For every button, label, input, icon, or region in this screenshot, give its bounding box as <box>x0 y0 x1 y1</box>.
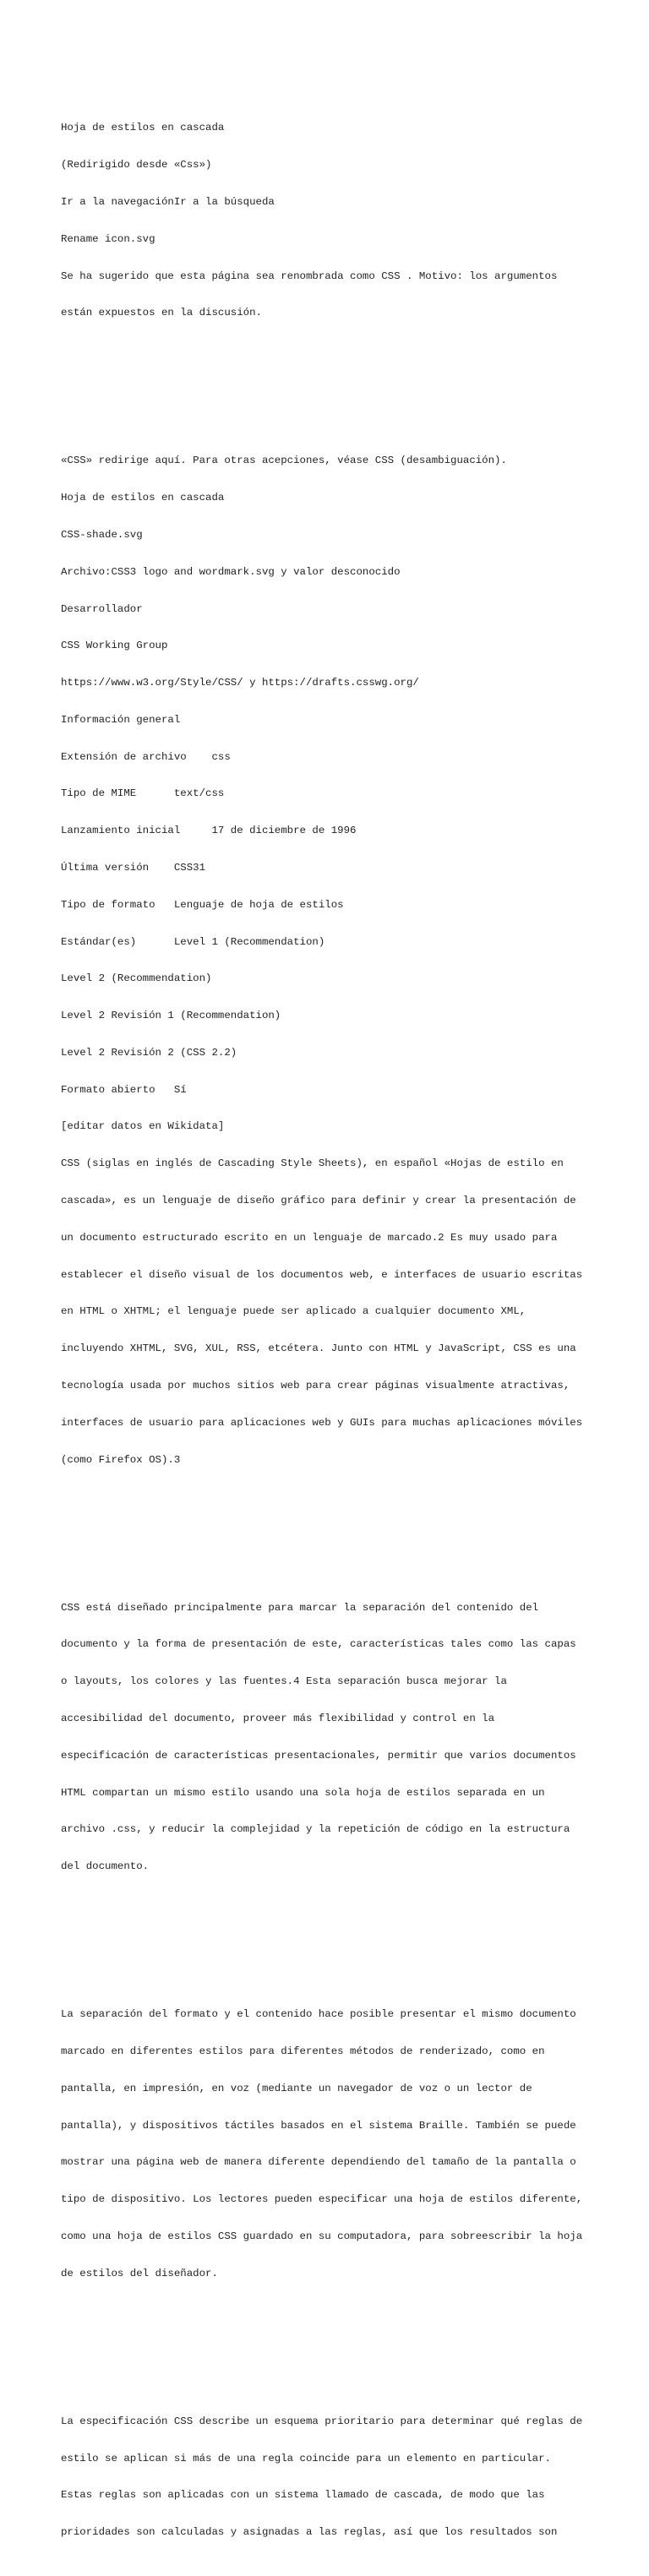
infobox-row-extension: Extensión de archivo css <box>61 750 231 763</box>
paragraph-gap <box>61 381 602 394</box>
document-page <box>61 73 602 2576</box>
body-text-line: pantalla, en impresión, en voz (mediante un navegador de voz o un lector de <box>61 2082 532 2094</box>
body-text-line: pantalla), y dispositivos táctiles basados en el sistema Braille. También se puede <box>61 2119 576 2132</box>
rename-icon-caption: Rename icon.svg <box>61 232 155 245</box>
disambiguation-note: «CSS» redirige aquí. Para otras acepciones, véase CSS (desambiguación). <box>61 455 507 467</box>
body-text-line: mostrar una página web de manera diferente dependiendo del tamaño de la pantalla o <box>61 2156 576 2169</box>
redirect-note: (Redirigido desde «Css») <box>61 159 212 172</box>
intro-text-line: interfaces de usuario para aplicaciones web y GUIs para muchas aplicaciones móviles <box>61 1416 583 1429</box>
infobox-and-intro <box>61 430 602 1490</box>
infobox-row-format-type: Tipo de formato Lenguaje de hoja de estilos <box>61 898 344 911</box>
infobox-website-links[interactable]: https://www.w3.org/Style/CSS/ y https://drafts.csswg.org/ <box>61 677 419 689</box>
paragraph-gap <box>61 2341 602 2354</box>
infobox-image-caption: CSS-shade.svg <box>61 528 143 541</box>
intro-text-line: tecnología usada por muchos sitios web para crear páginas visualmente atractivas, <box>61 1379 570 1391</box>
intro-text-line: en HTML o XHTML; el lenguaje puede ser aplicado a cualquier documento XML, <box>61 1305 526 1318</box>
body-text-line: accesibilidad del documento, proveer más flexibilidad y control en la <box>61 1712 495 1724</box>
edit-wikidata-link[interactable]: [editar datos en Wikidata] <box>61 1120 225 1133</box>
rename-notice-line: Se ha sugerido que esta página sea renombrada como CSS . Motivo: los argumentos <box>61 270 558 282</box>
body-text-line: marcado en diferentes estilos para diferentes métodos de renderizado, como en <box>61 2045 545 2057</box>
body-text-line: Estas reglas son aplicadas con un sistema llamado de cascada, de modo que las <box>61 2489 545 2502</box>
infobox-row-standards-cont: Level 2 Revisión 2 (CSS 2.2) <box>61 1046 237 1059</box>
infobox-row-standards-cont: Level 2 Revisión 1 (Recommendation) <box>61 1010 281 1022</box>
body-text-line: archivo .css, y reducir la complejidad y la repetición de código en la estructura <box>61 1823 570 1836</box>
paragraph-gap <box>61 1528 602 1540</box>
body-text-line: o layouts, los colores y las fuentes.4 Esta separación busca mejorar la <box>61 1675 507 1688</box>
infobox-row-standards: Estándar(es) Level 1 (Recommendation) <box>61 935 325 948</box>
paragraph-separation <box>61 1577 602 1897</box>
intro-text-line: un documento estructurado escrito en un lenguaje de marcado.2 Es muy usado para <box>61 1231 558 1244</box>
body-text-line: tipo de dispositivo. Los lectores pueden especificar una hoja de estilos diferente, <box>61 2193 583 2206</box>
body-text-line: estilo se aplican si más de una regla coincide para un elemento en particular. <box>61 2452 551 2464</box>
body-text-line: prioridades son calculadas y asignadas a las reglas, así que los resultados son <box>61 2526 558 2539</box>
intro-text-line: incluyendo XHTML, SVG, XUL, RSS, etcétera. Junto con HTML y JavaScript, CSS es una <box>61 1342 576 1355</box>
infobox-title: Hoja de estilos en cascada <box>61 492 225 504</box>
infobox-row-latest-version: Última versión CSS31 <box>61 862 206 874</box>
paragraph-rendering <box>61 1984 602 2304</box>
infobox-value-developer: CSS Working Group <box>61 640 168 652</box>
body-text-line: La separación del formato y el contenido hace posible presentar el mismo documento <box>61 2008 576 2021</box>
article-title: Hoja de estilos en cascada <box>61 122 225 134</box>
body-text-line: como una hoja de estilos CSS guardado en su computadora, para sobreescribir la hoja <box>61 2230 583 2242</box>
body-text-line: HTML compartan un mismo estilo usando una sola hoja de estilos separada en un <box>61 1786 545 1799</box>
body-text-line: CSS está diseñado principalmente para marcar la separación del contenido del <box>61 1601 539 1614</box>
body-text-line: La especificación CSS describe un esquema prioritario para determinar qué reglas de <box>61 2415 583 2427</box>
body-text-line: del documento. <box>61 1860 150 1873</box>
intro-text-line: cascada», es un lenguaje de diseño gráfico para definir y crear la presentación de <box>61 1195 576 1207</box>
paragraph-cascade <box>61 2391 602 2563</box>
paragraph-gap <box>61 1935 602 1947</box>
infobox-section-general: Información general <box>61 713 181 726</box>
infobox-row-mime: Tipo de MIME text/css <box>61 787 225 800</box>
header-block <box>61 97 602 344</box>
intro-text-line: CSS (siglas en inglés de Cascading Style Sheets), en español «Hojas de estilo en <box>61 1157 564 1170</box>
body-text-line: especificación de características presentacionales, permitir que varios documentos <box>61 1749 576 1762</box>
infobox-row-release: Lanzamiento inicial 17 de diciembre de 1996 <box>61 825 357 837</box>
infobox-logo-caption: Archivo:CSS3 logo and wordmark.svg y valor desconocido <box>61 565 401 578</box>
intro-text-line: establecer el diseño visual de los documentos web, e interfaces de usuario escritas <box>61 1268 583 1281</box>
rename-notice-line: están expuestos en la discusión. <box>61 307 262 319</box>
intro-text-line: (como Firefox OS).3 <box>61 1453 181 1466</box>
body-text-line: documento y la forma de presentación de este, características tales como las capas <box>61 1638 576 1651</box>
infobox-label-developer: Desarrollador <box>61 602 143 615</box>
body-text-line: de estilos del diseñador. <box>61 2267 218 2279</box>
infobox-row-open-format: Formato abierto Sí <box>61 1083 187 1096</box>
skip-links[interactable]: Ir a la navegaciónIr a la búsqueda <box>61 195 275 208</box>
infobox-row-standards-cont: Level 2 (Recommendation) <box>61 972 212 985</box>
